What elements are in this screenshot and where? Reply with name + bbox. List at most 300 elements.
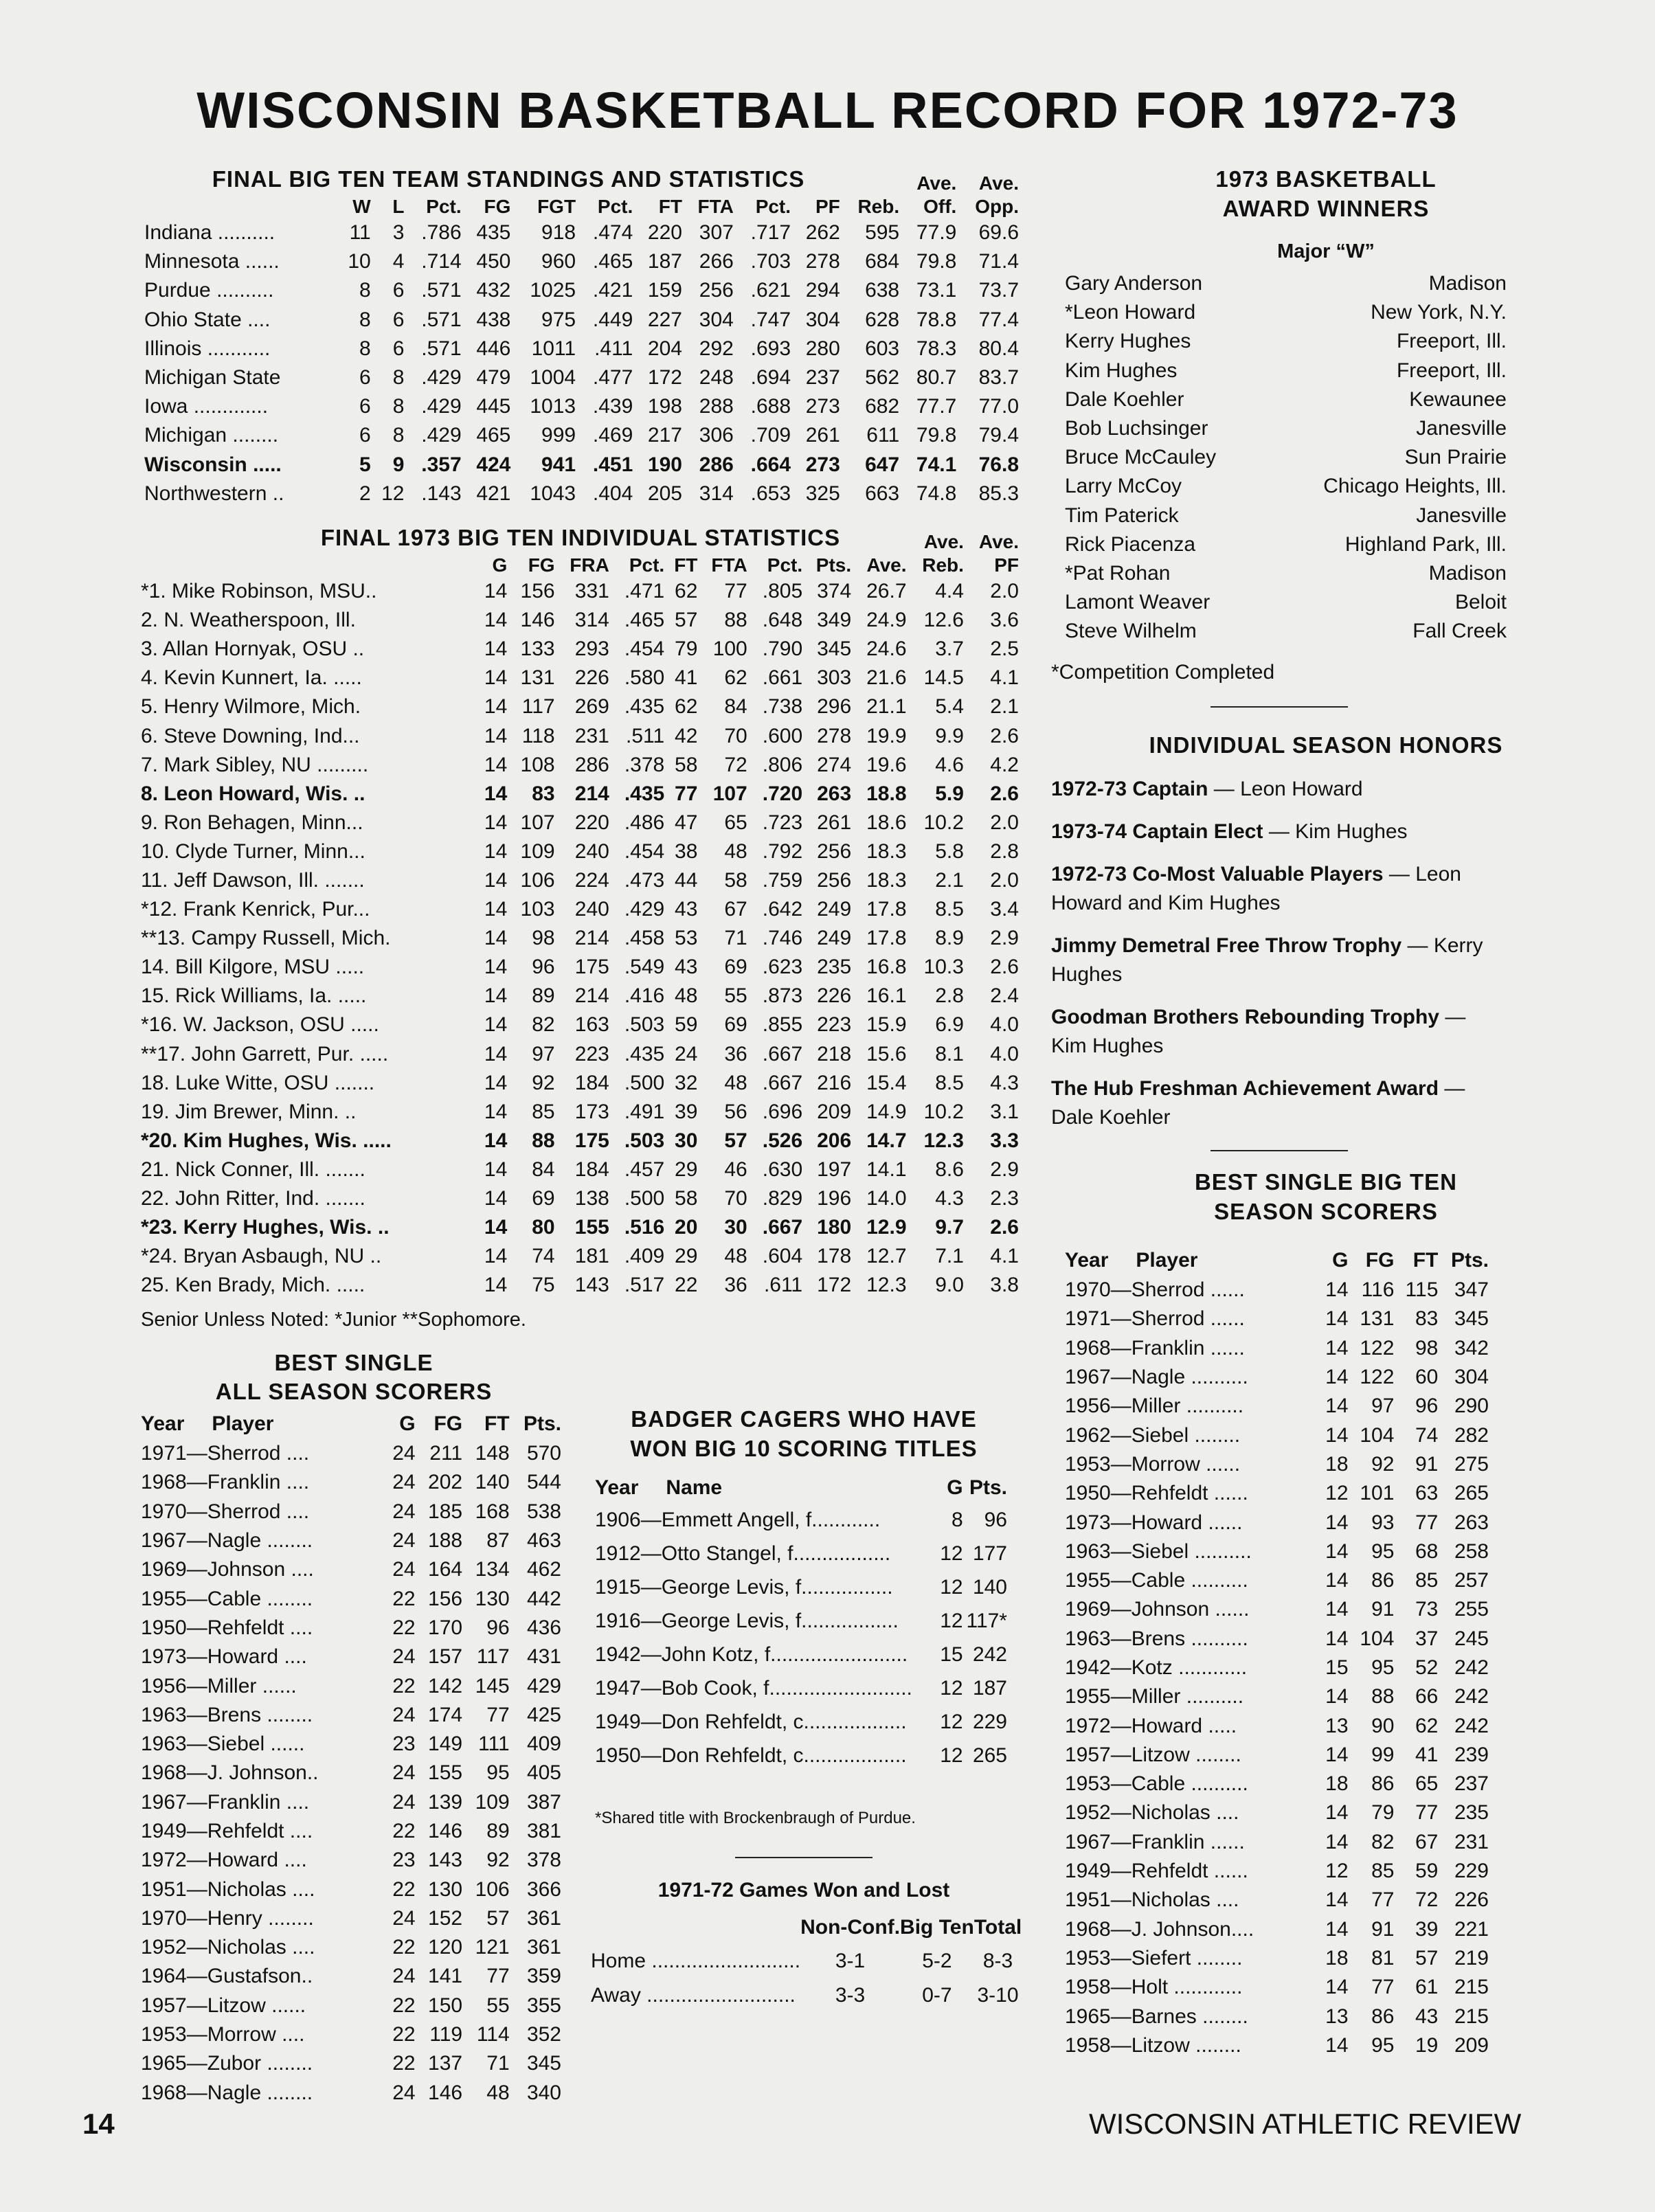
all-scorers-heading-1: BEST SINGLE <box>274 1350 434 1375</box>
stat-cell: 14 <box>1325 1569 1349 1592</box>
stat-cell: 14.1 <box>866 1158 907 1181</box>
stat-cell: 638 <box>865 279 900 302</box>
table-row <box>141 1701 561 1730</box>
stat-cell: 87 <box>486 1529 510 1553</box>
stat-cell: 14 <box>484 1071 508 1094</box>
stat-cell: 223 <box>817 1013 852 1037</box>
stat-cell: .458 <box>624 927 665 950</box>
player-name: 9. Ron Behagen, Minn... <box>141 811 363 834</box>
player-name: 25. Ken Brady, Mich. ..... <box>141 1274 365 1297</box>
stat-cell: 92 <box>532 1071 555 1094</box>
stat-cell: 265 <box>972 1743 1007 1767</box>
column-header: G <box>492 554 508 576</box>
stat-cell: 3.7 <box>935 637 964 661</box>
column-header: Name <box>666 1476 723 1499</box>
stat-cell: 366 <box>526 1877 561 1901</box>
award-name: *Leon Howard <box>1065 301 1196 324</box>
award-name: Bruce McCauley <box>1065 446 1217 469</box>
stat-cell: 226 <box>574 666 609 690</box>
stat-cell: 6 <box>392 308 405 331</box>
stat-cell: 4.0 <box>990 1042 1019 1065</box>
scorer-name: 1964—Gustafson.. <box>141 1965 313 1988</box>
stat-cell: 96 <box>984 1508 1007 1531</box>
stat-cell: 77.4 <box>978 308 1019 331</box>
honor-recipient: — Leon Howard and Kim Hughes <box>1051 863 1461 914</box>
stat-cell: 107 <box>520 811 555 834</box>
stat-cell: .500 <box>624 1071 665 1094</box>
stat-cell: 43 <box>675 956 698 979</box>
stat-cell: 73.7 <box>978 279 1019 302</box>
stat-cell: .723 <box>762 811 803 834</box>
stat-cell: 6 <box>392 279 405 302</box>
list-item <box>1065 269 1507 298</box>
stat-cell: 77.9 <box>916 221 957 245</box>
stat-cell: 314 <box>699 482 734 505</box>
award-name: Tim Paterick <box>1065 504 1179 527</box>
stat-cell: 242 <box>1454 1714 1489 1737</box>
stat-cell: 48 <box>675 984 698 1008</box>
table-row <box>1065 1421 1489 1449</box>
stat-cell: 359 <box>526 1965 561 1988</box>
stat-cell: 24 <box>392 1703 416 1726</box>
stat-cell: 24 <box>675 1042 698 1065</box>
scorer-name: 1951—Nicholas .... <box>141 1877 315 1901</box>
stat-cell: .790 <box>762 637 803 661</box>
games-table <box>591 1911 1022 2013</box>
stat-cell: 85 <box>1415 1569 1439 1592</box>
table-row <box>141 866 1020 895</box>
stat-cell: 999 <box>541 424 576 447</box>
table-row <box>141 809 1020 837</box>
stat-cell: 8.5 <box>935 1071 964 1094</box>
stat-cell: 175 <box>574 1129 609 1152</box>
stat-cell: 24.9 <box>866 609 907 632</box>
stat-cell: 2.1 <box>990 695 1019 719</box>
table-row <box>141 1904 561 1933</box>
table-row <box>141 2079 561 2108</box>
table-row <box>141 1127 1020 1155</box>
stat-cell: 80 <box>532 1216 555 1239</box>
stat-cell: 90 <box>1371 1714 1395 1737</box>
stat-cell: 14 <box>1325 1830 1349 1853</box>
stat-cell: 14 <box>1325 1423 1349 1447</box>
table-row <box>1065 1276 1489 1305</box>
stat-cell: 14 <box>484 753 508 776</box>
stat-cell: 30 <box>675 1129 698 1152</box>
stat-cell: .549 <box>624 956 665 979</box>
team-name: Michigan State <box>144 366 281 390</box>
table-row <box>141 982 1020 1011</box>
stat-cell: 2.5 <box>990 637 1019 661</box>
location: Home .......................... <box>591 1950 801 1972</box>
table-row <box>141 1817 561 1846</box>
stat-cell: 21.6 <box>866 666 907 690</box>
bigten-scorers-table <box>1065 1245 1489 2060</box>
stat-cell: 9 <box>392 453 405 476</box>
stat-cell: 62 <box>675 695 698 719</box>
stat-cell: 24.6 <box>866 637 907 661</box>
stat-cell: 14.5 <box>923 666 964 690</box>
stat-cell: 209 <box>1454 2033 1489 2057</box>
scorer-name: 1972—Howard ..... <box>1065 1714 1237 1737</box>
honor-recipient: — Kim Hughes <box>1263 820 1408 843</box>
stat-cell: 48 <box>724 1245 747 1268</box>
stat-cell: 84 <box>724 695 747 719</box>
stat-cell: 130 <box>428 1877 463 1901</box>
table-row <box>141 1498 561 1526</box>
table-row <box>1065 1944 1489 1973</box>
table-row <box>144 451 1020 479</box>
scorer-name: 1968—J. Johnson.... <box>1065 1917 1254 1941</box>
stat-cell: 109 <box>520 839 555 863</box>
table-row <box>141 2049 561 2078</box>
stat-cell: 67 <box>724 898 747 921</box>
stat-cell: 12 <box>940 1609 963 1632</box>
stat-cell: 611 <box>866 424 900 447</box>
stat-cell: .471 <box>624 580 665 603</box>
scorer-name: 1953—Morrow .... <box>141 2023 305 2046</box>
stat-cell: .486 <box>624 811 665 834</box>
stat-cell: 245 <box>1454 1627 1489 1650</box>
stat-cell: 57 <box>724 1129 747 1152</box>
stat-cell: 442 <box>526 1587 561 1610</box>
stat-cell: 146 <box>428 2081 463 2104</box>
stat-cell: 163 <box>574 1013 609 1037</box>
team-name: Michigan ........ <box>144 424 279 447</box>
player-name: **13. Campy Russell, Mich. <box>141 927 391 950</box>
stat-cell: 156 <box>520 580 555 603</box>
table-row <box>141 1846 561 1875</box>
stat-cell: 72 <box>1415 1888 1439 1912</box>
header-row <box>144 172 1020 195</box>
stat-cell: 26.7 <box>866 580 907 603</box>
stat-cell: 216 <box>817 1071 852 1094</box>
stat-cell: 117* <box>966 1609 1007 1632</box>
stat-cell: 229 <box>1454 1860 1489 1883</box>
stat-cell: 240 <box>574 839 609 863</box>
table-row <box>144 218 1020 247</box>
stat-cell: 22 <box>392 1674 416 1697</box>
stat-cell: 101 <box>1360 1482 1395 1505</box>
column-header: L <box>392 196 405 217</box>
stat-cell: 975 <box>541 308 576 331</box>
stat-cell: .703 <box>750 250 791 273</box>
stat-cell: 55 <box>486 1994 510 2017</box>
stat-cell: 79.4 <box>978 424 1019 447</box>
stat-cell: 65 <box>1415 1772 1439 1796</box>
stat-cell: 628 <box>865 308 900 331</box>
stat-cell: 479 <box>476 366 511 390</box>
stat-cell: 57 <box>1415 1946 1439 1970</box>
page-title: WISCONSIN BASKETBALL RECORD FOR 1972-73 <box>196 82 1459 139</box>
stat-cell: 2 <box>359 482 371 505</box>
stat-cell: 4.0 <box>990 1013 1019 1037</box>
stat-cell: 78.8 <box>916 308 957 331</box>
stat-cell: 257 <box>1454 1569 1489 1592</box>
stat-cell: 14 <box>484 1042 508 1065</box>
stat-cell: .642 <box>762 898 803 921</box>
scorer-name: 1950—Rehfeldt ...... <box>1065 1482 1248 1505</box>
header-row <box>595 1473 1007 1503</box>
list-item <box>1065 414 1507 443</box>
award-name: *Pat Rohan <box>1065 561 1171 585</box>
header-spacer <box>141 554 476 577</box>
stat-cell: 209 <box>817 1100 852 1123</box>
stat-cell: 14 <box>484 1187 508 1210</box>
stat-cell: 121 <box>475 1936 510 1959</box>
column-header: Pct. <box>426 196 462 217</box>
table-row <box>595 1604 1007 1638</box>
award-name: Lamont Weaver <box>1065 591 1211 614</box>
stat-cell: 107 <box>712 782 747 805</box>
stat-cell: 76.8 <box>978 453 1019 476</box>
stat-cell: 78.3 <box>916 337 957 360</box>
stat-cell: 19.9 <box>866 724 907 747</box>
stat-cell: 91 <box>1415 1452 1439 1476</box>
stat-cell: 198 <box>647 395 682 418</box>
stat-cell: 425 <box>526 1703 561 1726</box>
stat-cell: 14.0 <box>866 1187 907 1210</box>
stat-cell: 405 <box>526 1761 561 1785</box>
header-cell <box>1065 1245 1318 1276</box>
stat-cell: 58 <box>724 868 747 892</box>
column-header: Pct. <box>755 196 791 217</box>
stat-cell: 14 <box>1325 1685 1349 1708</box>
column-header: Pts. <box>1450 1249 1489 1272</box>
title-name: 1947—Bob Cook, f......................... <box>595 1676 912 1700</box>
title-name: 1949—Don Rehfeldt, c.................. <box>595 1710 907 1733</box>
player-name: 8. Leon Howard, Wis. .. <box>141 782 365 805</box>
stat-cell: 69 <box>724 956 747 979</box>
stat-cell: 14 <box>1325 1801 1349 1825</box>
stat-cell: 14 <box>1325 1336 1349 1359</box>
column-header: Reb. <box>922 554 964 576</box>
column-header: FTA <box>697 196 734 217</box>
table-row <box>595 1537 1007 1570</box>
honor-recipient: — Kim Hughes <box>1051 1006 1466 1057</box>
stat-cell: .792 <box>762 839 803 863</box>
stat-cell: 44 <box>675 868 698 892</box>
stat-cell: .571 <box>421 279 462 302</box>
titles-note: *Shared title with Brockenbraugh of Purdue. <box>595 1809 916 1827</box>
list-item <box>1065 530 1507 559</box>
stat-cell: 22 <box>392 2023 416 2046</box>
stat-cell: .454 <box>624 839 665 863</box>
stat-cell: 111 <box>478 1733 510 1756</box>
column-header: Pct. <box>767 554 803 576</box>
honor-recipient: — Leon Howard <box>1208 778 1363 800</box>
stat-cell: .439 <box>592 395 633 418</box>
stat-cell: 4.2 <box>990 753 1019 776</box>
stat-cell: .604 <box>762 1245 803 1268</box>
table-row <box>1065 1508 1489 1537</box>
stat-cell: 12.7 <box>866 1245 907 1268</box>
stat-cell: 8 <box>359 337 371 360</box>
stat-cell: 266 <box>699 250 734 273</box>
stat-cell: 6 <box>359 366 371 390</box>
stat-cell: 435 <box>476 221 511 245</box>
stat-cell: 544 <box>526 1471 561 1494</box>
stat-cell: 150 <box>428 1994 463 2017</box>
games-heading: 1971-72 Games Won and Lost <box>657 1879 950 1901</box>
stat-cell: 86 <box>1371 1772 1395 1796</box>
scorer-name: 1971—Sherrod ...... <box>1065 1307 1245 1331</box>
stat-cell: .664 <box>750 453 791 476</box>
stat-cell: 12 <box>381 482 405 505</box>
table-row <box>141 635 1020 664</box>
stat-cell: 16.1 <box>866 984 907 1008</box>
stat-cell: 242 <box>972 1643 1007 1666</box>
stat-cell: 274 <box>817 753 852 776</box>
scorer-name: 1969—Johnson .... <box>141 1558 314 1581</box>
stat-cell: 248 <box>699 366 734 390</box>
award-hometown: Highland Park, Ill. <box>1344 532 1507 556</box>
stat-cell: 91 <box>1371 1917 1395 1941</box>
stat-cell: 180 <box>817 1216 852 1239</box>
stat-cell: 14 <box>484 609 508 632</box>
scorer-name: 1968—Franklin .... <box>141 1471 310 1494</box>
stat-cell: 104 <box>1360 1423 1395 1447</box>
stat-cell: 118 <box>521 724 555 747</box>
column-header: Player <box>1136 1249 1198 1272</box>
stat-cell: 145 <box>475 1674 510 1697</box>
column-header: W <box>352 196 371 217</box>
stat-cell: 2.0 <box>990 811 1019 834</box>
stat-cell: 41 <box>675 666 698 690</box>
stat-cell: 6 <box>392 337 405 360</box>
stat-cell: 104 <box>1360 1627 1395 1650</box>
stat-cell: 18.3 <box>866 868 907 892</box>
player-name: *12. Frank Kenrick, Pur... <box>141 898 370 921</box>
stat-cell: 325 <box>805 482 840 505</box>
stat-cell: 77 <box>1415 1801 1439 1825</box>
stat-cell: 918 <box>541 221 576 245</box>
scorer-name: 1965—Barnes ........ <box>1065 2005 1248 2028</box>
column-header: Pts. <box>523 1412 561 1435</box>
stat-cell: 77.0 <box>978 395 1019 418</box>
stat-cell: 80.4 <box>978 337 1019 360</box>
awards-subheading: Major “W” <box>1277 240 1375 262</box>
stat-cell: 239 <box>1454 1743 1489 1766</box>
column-header: FG <box>484 196 511 217</box>
stat-cell: 24 <box>392 1761 416 1785</box>
stat-cell: 131 <box>520 666 555 690</box>
stat-cell: 164 <box>428 1558 463 1581</box>
table-row <box>1065 1915 1489 1944</box>
stat-cell: 13 <box>1325 1714 1349 1737</box>
scorer-name: 1963—Siebel .......... <box>1065 1539 1252 1563</box>
table-row <box>141 1155 1020 1184</box>
header-cell <box>595 1473 938 1503</box>
scorer-name: 1971—Sherrod .... <box>141 1442 310 1465</box>
stat-cell: .473 <box>624 868 665 892</box>
scorer-name: 1967—Nagle .......... <box>1065 1366 1248 1389</box>
stat-cell: 438 <box>476 308 511 331</box>
stat-cell: 187 <box>972 1676 1007 1700</box>
stat-cell: 14 <box>484 811 508 834</box>
stat-cell: 273 <box>805 453 840 476</box>
scorer-name: 1962—Siebel ........ <box>1065 1423 1241 1447</box>
award-hometown: Chicago Heights, Ill. <box>1323 475 1507 498</box>
stat-cell: 24 <box>392 1965 416 1988</box>
stat-cell: 292 <box>699 337 734 360</box>
stat-cell: 9.7 <box>935 1216 964 1239</box>
stat-cell: 256 <box>817 839 852 863</box>
stat-cell: 3-1 <box>835 1950 866 1972</box>
stat-cell: 86 <box>1371 1569 1395 1592</box>
table-row <box>1065 1334 1489 1363</box>
stat-cell: 12 <box>940 1710 963 1733</box>
stat-cell: 146 <box>428 1820 463 1842</box>
stat-cell: 157 <box>428 1645 463 1669</box>
honor-recipient: — Kerry Hughes <box>1051 934 1483 986</box>
stat-cell: 374 <box>817 580 852 603</box>
stat-cell: 77 <box>486 1965 510 1988</box>
table-row <box>141 721 1020 750</box>
honor-title: The Hub Freshman Achievement Award <box>1051 1077 1439 1100</box>
stat-cell: .630 <box>762 1158 803 1181</box>
stat-cell: 12 <box>1325 1482 1349 1505</box>
bigten-scorers-heading-1: BEST SINGLE BIG TEN <box>1194 1169 1458 1195</box>
table-row <box>144 335 1020 363</box>
individual-heading: FINAL 1973 BIG TEN INDIVIDUAL STATISTICS <box>320 525 841 550</box>
stat-cell: 156 <box>428 1587 463 1610</box>
stat-cell: 5 <box>359 453 371 476</box>
stat-cell: 1025 <box>530 279 576 302</box>
scorer-name: 1952—Nicholas .... <box>141 1936 315 1959</box>
stat-cell: 215 <box>1454 1976 1489 1999</box>
stat-cell: 63 <box>1415 1482 1439 1505</box>
stat-cell: 83 <box>532 782 555 805</box>
stat-cell: 103 <box>520 898 555 921</box>
stat-cell: 74 <box>532 1245 555 1268</box>
list-item <box>1065 617 1507 646</box>
title-name: 1906—Emmett Angell, f............ <box>595 1508 881 1531</box>
table-row <box>1065 1537 1489 1566</box>
list-item <box>1051 932 1505 989</box>
column-header: Opp. <box>975 196 1019 217</box>
stat-cell: 116 <box>1361 1278 1395 1302</box>
column-header: FGT <box>537 196 576 217</box>
stat-cell: 219 <box>1454 1946 1489 1970</box>
stat-cell: .429 <box>421 424 462 447</box>
stat-cell: 57 <box>675 609 698 632</box>
table-row <box>141 895 1020 924</box>
list-item <box>1065 327 1507 356</box>
stat-cell: 122 <box>1360 1336 1395 1359</box>
stat-cell: 181 <box>574 1245 609 1268</box>
title-name: 1942—John Kotz, f........................ <box>595 1643 908 1666</box>
player-name: 11. Jeff Dawson, Ill. ....... <box>141 868 365 892</box>
stat-cell: 196 <box>817 1187 852 1210</box>
stat-cell: 538 <box>526 1500 561 1523</box>
stat-cell: 261 <box>805 424 840 447</box>
honor-title: 1972-73 Co-Most Valuable Players <box>1051 863 1384 885</box>
stat-cell: .714 <box>421 250 462 273</box>
list-item <box>1065 588 1507 617</box>
team-name: Wisconsin ..... <box>144 453 282 476</box>
titles-heading-2: WON BIG 10 SCORING TITLES <box>630 1436 978 1461</box>
stat-cell: 37 <box>1415 1627 1439 1650</box>
stat-cell: .600 <box>762 724 803 747</box>
stat-cell: 249 <box>817 898 852 921</box>
column-header: Pct. <box>629 554 665 576</box>
stat-cell: 2.1 <box>935 868 964 892</box>
stat-cell: .580 <box>624 666 665 690</box>
stat-cell: 941 <box>541 453 576 476</box>
table-row <box>1065 1682 1489 1711</box>
award-hometown: Madison <box>1428 561 1507 585</box>
